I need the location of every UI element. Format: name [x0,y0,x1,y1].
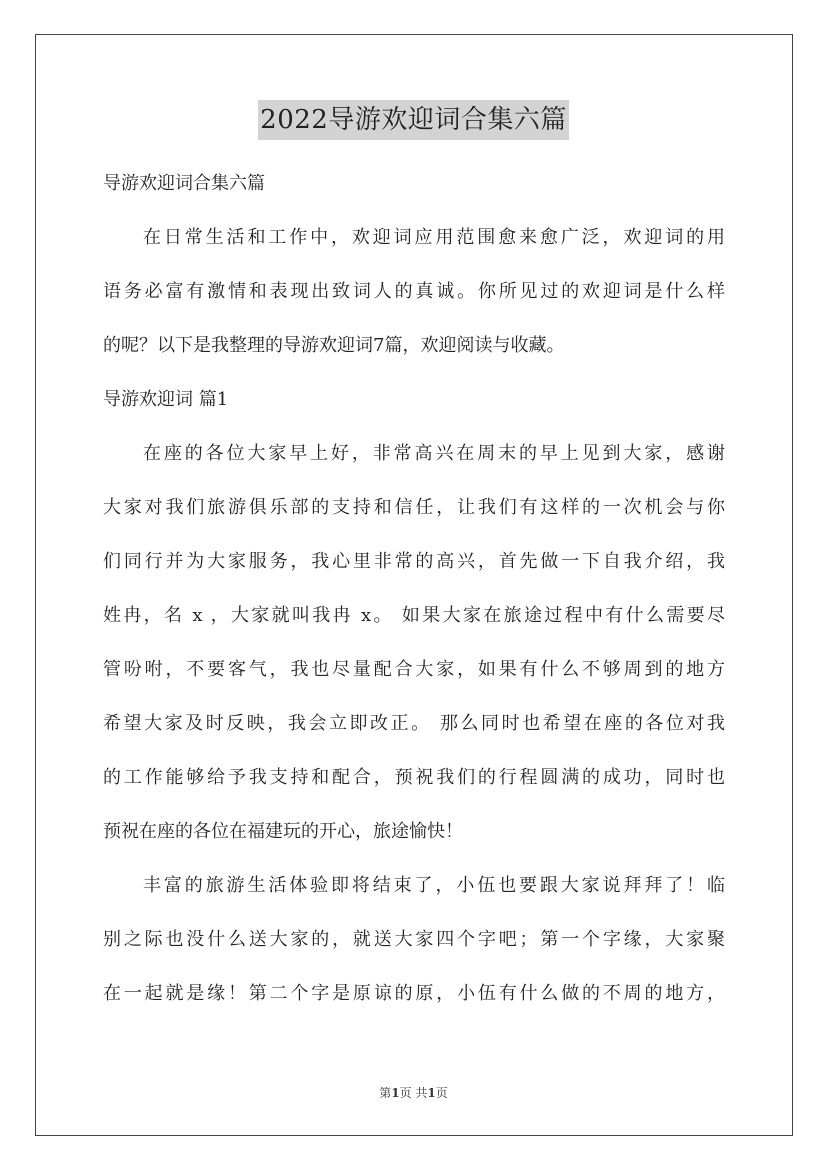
footer-page-suffix: 页 [435,1086,448,1100]
paragraph-line: 预祝在座的各位在福建玩的开心，旅途愉快！ [103,821,463,842]
paragraph-line: 在一起就是缘！第二个字是原谅的原，小伍有什么做的不周的地方， [103,983,725,1004]
title-wrap [0,100,827,140]
paragraph-line: 们同行并为大家服务，我心里非常的高兴，首先做一下自我介绍，我 [103,551,725,572]
paragraph-line: 的呢？以下是我整理的导游欢迎词7篇，欢迎阅读与收藏。 [103,335,565,356]
document-title: 2022导游欢迎词合集六篇 [258,100,569,140]
page-footer [0,1084,827,1101]
footer-page-mid: 页 共 [399,1086,428,1100]
document-body [103,172,725,1036]
paragraph-line: 姓冉，名 x ，大家就叫我冉 x。 如果大家在旅途过程中有什么需要尽 [103,605,725,626]
paragraph-line: 丰富的旅游生活体验即将结束了，小伍也要跟大家说拜拜了！临 [143,875,725,896]
paragraph-line: 语务必富有激情和表现出致词人的真诚。你所见过的欢迎词是什么样 [103,281,725,302]
paragraph-line: 大家对我们旅游俱乐部的支持和信任，让我们有这样的一次机会与你 [103,497,725,518]
paragraph-line: 管吩咐，不要客气，我也尽量配合大家，如果有什么不够周到的地方 [103,659,725,680]
paragraph-line: 在日常生活和工作中，欢迎词应用范围愈来愈广泛，欢迎词的用 [143,227,725,248]
section-paragraph [103,874,725,1006]
section-paragraph [103,442,725,844]
paragraph-line: 别之际也没什么送大家的，就送大家四个字吧；第一个字缘，大家聚 [103,929,725,950]
paragraph-line: 希望大家及时反映，我会立即改正。 那么同时也希望在座的各位对我 [103,713,725,734]
footer-page-total: 1 [427,1086,436,1100]
footer-page-prefix: 第 [379,1086,392,1100]
paragraph-line: 在座的各位大家早上好，非常高兴在周末的早上见到大家，感谢 [143,443,725,464]
intro-paragraph [103,226,725,358]
paragraph-line: 的工作能够给予我支持和配合，预祝我们的行程圆满的成功，同时也 [103,767,725,788]
section-heading: 导游欢迎词 篇1 [103,389,229,410]
footer-page-current: 1 [391,1086,400,1100]
document-subtitle: 导游欢迎词合集六篇 [103,173,265,194]
